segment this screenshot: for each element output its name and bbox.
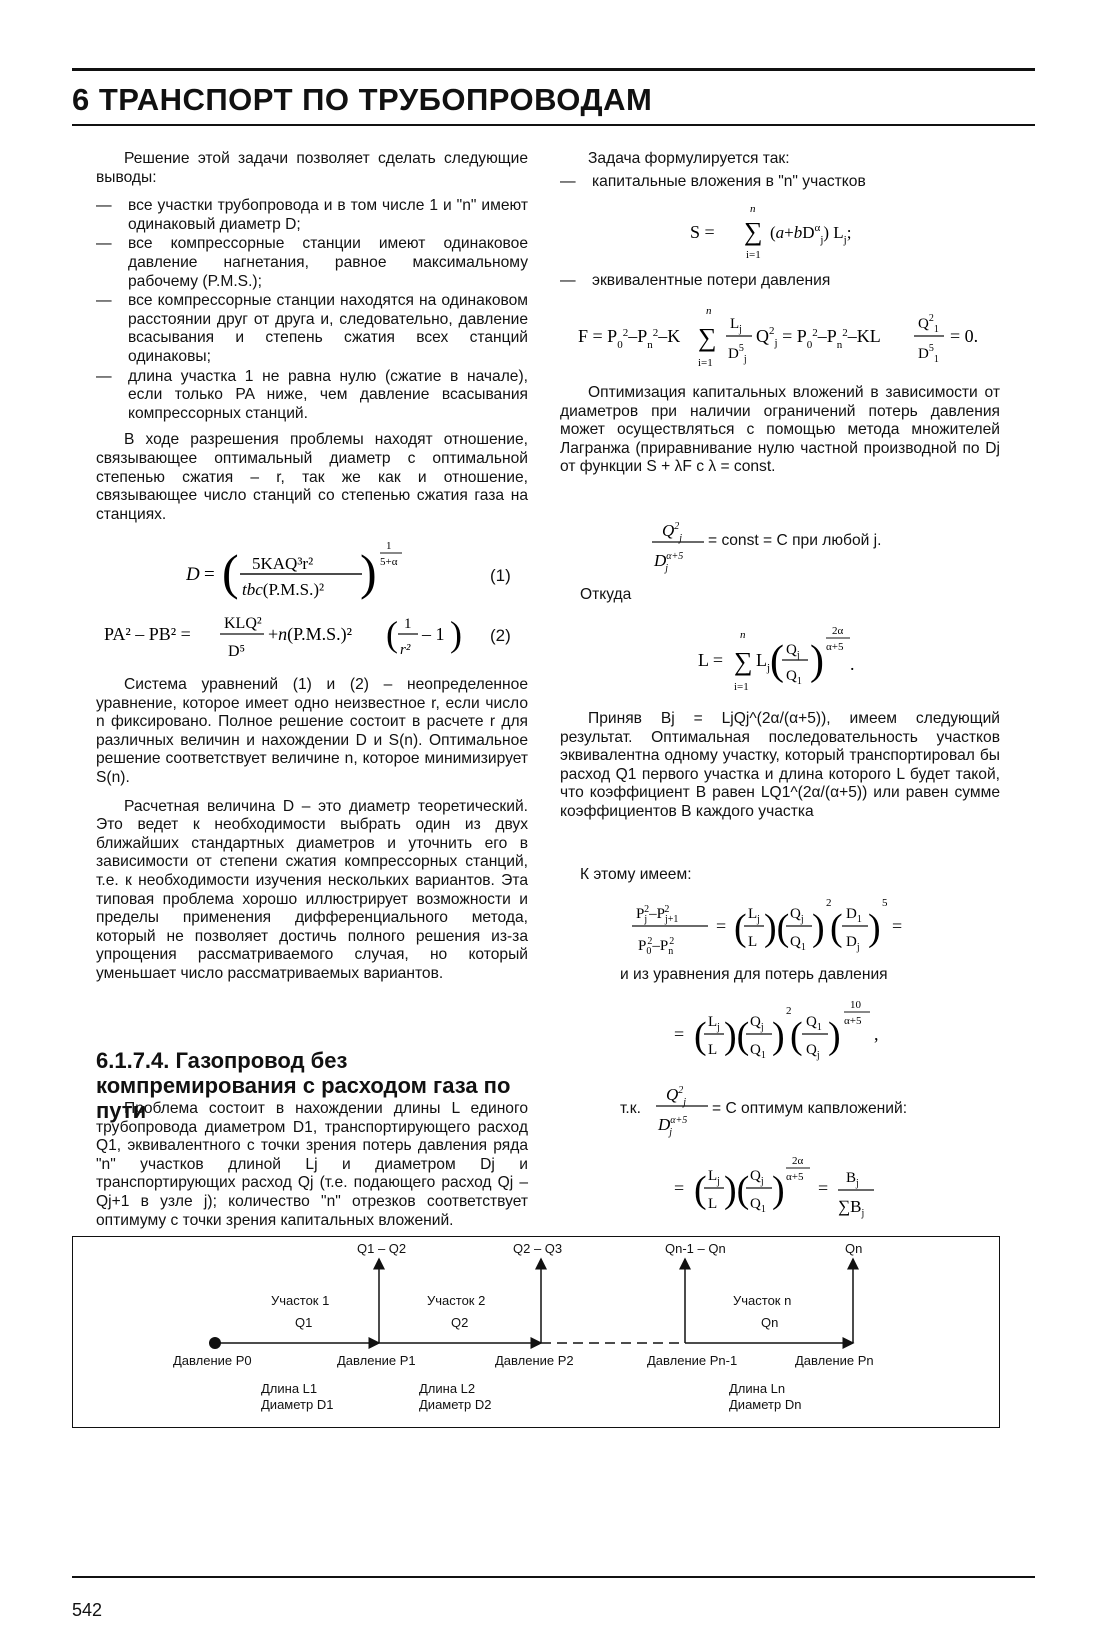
equation-final-graphic <box>674 1148 894 1224</box>
equation-pressure-loss-graphic <box>578 300 998 376</box>
task-statement: Задача формулируется так: <box>588 150 790 167</box>
svg-text:S =: S = <box>690 222 715 242</box>
svg-text:L: L <box>748 934 758 950</box>
equation-optimum <box>654 1076 714 1145</box>
svg-text:i=1: i=1 <box>698 357 713 369</box>
task-list-1 <box>560 173 1000 192</box>
svg-text:F = P02–Pn2–K: $F = P_0^2-P_n^2-K$ <box>578 326 681 351</box>
svg-text:=: = <box>892 916 903 936</box>
equation-ratio-2 <box>674 994 904 1075</box>
svg-text:Qj: $Q_j$ <box>790 906 804 925</box>
svg-text:Qj: $Q_j$ <box>806 1042 820 1061</box>
flow-label: Qn <box>845 1241 863 1256</box>
svg-text:PA² – PB² =: PA² – PB² = <box>104 624 191 644</box>
left-column-middle <box>96 676 528 994</box>
left-paragraph: В ходе разрешения проблемы находят отношение, связывающее оптимальный диаметр с оптимальной степенью сжатия – r, так же как и отношение, связывающее число станций со степенью сжатия газа на станциях. <box>96 431 528 523</box>
svg-text:n: n <box>706 305 712 317</box>
svg-text:2α: 2α <box>832 625 844 637</box>
list-item: — все компрессорные станции имеют одинаковое давление нагнетания, равное максимальному рабочему (P.M.S.); <box>96 235 528 291</box>
svg-text:(: ( <box>734 907 747 949</box>
right-column-para1 <box>560 384 1000 487</box>
svg-text:L: L <box>708 1196 718 1212</box>
right-paragraph: Оптимизация капитальных вложений в зависимости от диаметров при наличии ограничений потерь давления может осуществляться с помощью метода множителей Лагранжа (приравнивание нулю частной производной по Dj от функции S + λF с λ = const. <box>560 384 1000 476</box>
svg-text:i=1: i=1 <box>734 681 749 693</box>
svg-text:L: L <box>708 1042 718 1058</box>
svg-text:,: , <box>874 1024 879 1044</box>
equation-constant-fraction <box>650 512 710 576</box>
svg-text:2: 2 <box>786 1005 792 1017</box>
svg-text:Lj: $L_j$ <box>708 1014 720 1033</box>
left-paragraph: Расчетная величина D – это диаметр теоретический. Это ведет к необходимости выбрать один из двух ближайших стандартных диаметров и уточнить его в зависимости от степени сжатия компрессорных станций, т.е. к необходимости изучения нескольких вариантов. Эта типовая проблема хорошо иллюстрирует возможности и пределы применения дифференциального метода, который не позволяет достичь полного решения из-за упрощения рассматриваемого случая, но который уменьшает число рассматриваемых вариантов. <box>96 797 528 982</box>
flow-label: Qn-1 – Qn <box>665 1241 726 1256</box>
svg-text:– 1: – 1 <box>422 624 445 644</box>
svg-text:D51: $D^5_1$ <box>918 343 939 365</box>
svg-text:α+5: α+5 <box>786 1171 804 1183</box>
svg-text:Dα+5j: $D^{\alpha+5}$ j <box>654 551 684 574</box>
svg-text:α+5: α+5 <box>826 641 844 653</box>
equation-pressure-loss <box>578 300 998 381</box>
svg-text:): ) <box>450 614 462 654</box>
segment-dimensions: Длина L1 Диаметр D1 <box>261 1381 334 1412</box>
section-name: Участок 1 <box>271 1293 330 1308</box>
svg-text:5: 5 <box>882 897 888 909</box>
equation-constant-text: = const = C при любой j. <box>708 532 882 549</box>
svg-text:): ) <box>810 638 824 684</box>
header-rule <box>72 124 1035 126</box>
svg-text:Q2j: $Q^2_j$ <box>666 1085 687 1108</box>
svg-text:D⁵: D⁵ <box>228 643 246 660</box>
svg-text:D: D <box>186 564 200 585</box>
svg-text:Q2j = P02–Pn2–KL: $Q^2_j = P_0^2-P_n^2-KL$ <box>756 325 881 351</box>
svg-text:(: ( <box>694 1015 707 1057</box>
svg-text:n: n <box>740 629 746 641</box>
svg-text:Pj2–Pj+12: $P_j2-P_{j+1}2$ <box>636 904 679 925</box>
svg-text:): ) <box>360 544 377 600</box>
svg-text:): ) <box>772 1015 785 1057</box>
left-column-bottom <box>96 1100 528 1240</box>
svg-text:KLQ²: KLQ² <box>224 615 262 632</box>
svg-text:Q1: $Q_1$ <box>750 1196 766 1215</box>
svg-text:1: 1 <box>404 616 412 632</box>
svg-text:(a+bDαj) Lj;: $(a+bD^\alpha_j)$ $L_j$; <box>770 222 852 246</box>
equation-ratio-2-graphic <box>674 994 904 1070</box>
section-flow: Q1 <box>295 1315 313 1330</box>
svg-text:tbc(P.M.S.)²: tbc(P.M.S.)² <box>242 580 325 599</box>
pressure-label: Давление P0 <box>173 1353 252 1368</box>
pipeline-diagram <box>72 1236 1000 1428</box>
right-column-bullet2 <box>560 272 1000 299</box>
svg-text:10: 10 <box>850 999 861 1011</box>
svg-text:Q1: $Q_1$ <box>750 1042 766 1061</box>
equation-1-number: (1) <box>490 566 511 585</box>
equation-constant <box>650 512 710 581</box>
pressure-label: Давление Pn-1 <box>647 1353 738 1368</box>
svg-text:=: = <box>204 564 215 585</box>
pipeline-start-node <box>209 1337 221 1349</box>
svg-text:∑: ∑ <box>734 647 753 676</box>
svg-text:n: n <box>750 203 756 215</box>
footer-rule <box>72 1576 1035 1578</box>
svg-text:Q1: $Q_1$ <box>786 668 802 687</box>
svg-text:Dα+5j: $D^{\alpha+5}$ j <box>658 1115 688 1138</box>
equation-ratio <box>630 890 920 967</box>
svg-text:=: = <box>716 916 727 936</box>
svg-text:∑: ∑ <box>744 217 763 246</box>
otkuda-label: Откуда <box>580 586 632 603</box>
top-rule <box>72 68 1035 71</box>
right-column-para2 <box>560 710 1000 832</box>
equation-final <box>674 1148 894 1229</box>
svg-text:Bj: $B_j$ <box>846 1170 859 1189</box>
left-column-top <box>96 150 528 534</box>
svg-text:(: ( <box>830 907 843 949</box>
svg-text:2: 2 <box>826 897 832 909</box>
svg-text:Q21: $Q^2_1$ <box>918 313 939 335</box>
svg-text:1: 1 <box>386 540 392 552</box>
equation-length-graphic <box>698 622 878 698</box>
svg-text:5+α: 5+α <box>380 556 398 568</box>
svg-text:(: ( <box>222 544 239 600</box>
pressure-label: Давление Pn <box>795 1353 874 1368</box>
svg-text:=: = <box>674 1178 685 1198</box>
svg-text:Q1: $Q_1$ <box>790 934 806 953</box>
svg-text:): ) <box>828 1015 841 1057</box>
svg-text:): ) <box>868 907 881 949</box>
svg-text:P02–Pn2: $P_02-P_n2$ <box>638 936 675 957</box>
svg-text:α+5: α+5 <box>844 1015 862 1027</box>
svg-text:=: = <box>818 1178 829 1198</box>
svg-text:2α: 2α <box>792 1155 804 1167</box>
section-flow: Q2 <box>451 1315 469 1330</box>
equation-optimum-fraction <box>654 1076 714 1140</box>
equation-ratio-graphic <box>630 890 920 962</box>
equation-2-number: (2) <box>490 626 511 645</box>
pressure-label: Давление P2 <box>495 1353 574 1368</box>
flow-label: Q2 – Q3 <box>513 1241 563 1256</box>
svg-text:Lj: $L_j$ <box>748 906 760 925</box>
svg-text:)(: )( <box>724 1169 750 1211</box>
section-flow: Qn <box>761 1315 779 1330</box>
flow-label: Q1 – Q2 <box>357 1241 407 1256</box>
list-item: — эквивалентные потери давления <box>560 272 1000 291</box>
equation-2-graphic <box>104 606 474 670</box>
svg-text:∑Bj: $\sum B_j$ <box>838 1197 865 1219</box>
list-item: — капитальные вложения в "n" участков <box>560 173 1000 192</box>
svg-text:i=1: i=1 <box>746 249 761 261</box>
iz-uravneniya-label: и из уравнения для потерь давления <box>620 966 888 983</box>
chapter-title: 6 ТРАНСПОРТ ПО ТРУБОПРОВОДАМ <box>72 82 653 117</box>
svg-text:D1: $D_1$ <box>846 906 862 925</box>
tk-label: т.к. <box>620 1100 641 1117</box>
equation-investment-graphic <box>690 200 890 264</box>
segment-dimensions: Длина Ln Диаметр Dn <box>729 1381 802 1412</box>
equation-1 <box>186 537 426 614</box>
svg-text:Q2j: $Q^2_j$ <box>662 521 683 544</box>
svg-text:Dj: $D_j$ <box>846 934 860 953</box>
equation-length <box>698 622 878 703</box>
svg-text:Q1: $Q_1$ <box>806 1014 822 1033</box>
equation-investment <box>690 200 890 269</box>
segment-dimensions: Длина L2 Диаметр D2 <box>419 1381 492 1412</box>
svg-text:(: ( <box>694 1169 707 1211</box>
svg-text:Qj: $Q_j$ <box>786 642 800 661</box>
svg-text:+n(P.M.S.)²: +n(P.M.S.)² <box>268 624 353 644</box>
svg-text:D5j: $D^5_j$ <box>728 343 747 365</box>
svg-text:Qj: $Q_j$ <box>750 1014 764 1033</box>
svg-text:)(: )( <box>724 1015 750 1057</box>
svg-text:5KAQ³r²: 5KAQ³r² <box>252 554 314 573</box>
svg-text:Lj: $L_j$ <box>708 1168 720 1187</box>
svg-text:): ) <box>812 907 825 949</box>
svg-text:)(: )( <box>764 907 790 949</box>
section-heading: 6.1.7.4. Газопровод без компремирования с расходом газа по пути <box>96 1048 511 1123</box>
optimum-text: = C оптимум капвложений: <box>712 1100 908 1117</box>
svg-text:): ) <box>772 1169 785 1211</box>
conclusions-list <box>96 197 528 423</box>
svg-text:(: ( <box>386 614 398 654</box>
svg-text:Qj: $Q_j$ <box>750 1168 764 1187</box>
svg-text:∑: ∑ <box>698 323 717 352</box>
right-paragraph: Приняв Bj = LjQj^(2α/(α+5)), имеем следующий результат. Оптимальная последовательность участков эквивалентна одному участку, который транспортировал бы расход Q1 первого участка и длина которого L будет такой, что коэффициент B равен LQ1^(2α/(α+5)) или равен сумме коэффициентов B каждого участка <box>560 710 1000 820</box>
equation-2 <box>104 606 474 675</box>
page-number: 542 <box>72 1600 103 1620</box>
list-item: — все участки трубопровода и в том числе 1 и "n" имеют одинаковый диаметр D; <box>96 197 528 234</box>
svg-text:r²: r² <box>400 642 411 658</box>
left-paragraph: Система уравнений (1) и (2) – неопределенное уравнение, которое имеет одно неизвестное r, если число n фиксировано. Полное решение состоит в расчете r для различных величин и нахождении D и S(n). Оптимальное решение соответствует величине n, которое минимизирует S(n). <box>96 676 528 786</box>
svg-text:Lj: $L_j$ <box>730 316 742 335</box>
list-item: — все компрессорные станции находятся на одинаковом расстоянии друг от друга и, следовательно, давление всасывания и степень сжатия всех станций одинаковы; <box>96 292 528 366</box>
k-etomu-label: К этому имеем: <box>580 866 692 883</box>
task-list-2 <box>560 272 1000 291</box>
svg-text:(: ( <box>770 638 784 684</box>
list-item: — длина участка 1 не равна нулю (сжатие в начале), если только PA ниже, чем давление всасывания компрессорных станций. <box>96 368 528 424</box>
svg-text:= 0.: = 0. <box>950 326 979 346</box>
left-paragraph: Проблема состоит в нахождении длины L единого трубопровода диаметром D1, транспортирующего расход Q1, эквивалентного с точки зрения потерь давления ряда "n" участков длиной Lj и диаметром Dj и транспортирующих расход Qj (т.е. подающего расход Qj – Qj+1 в узле j); количество "n" отрезков соответствует оптимуму с точки зрения капитальных вложений. <box>96 1100 528 1229</box>
pressure-label: Давление P1 <box>337 1353 416 1368</box>
svg-text:.: . <box>850 654 855 674</box>
svg-text:L =: L = <box>698 650 723 670</box>
section-name: Участок n <box>733 1293 792 1308</box>
left-intro: Решение этой задачи позволяет сделать следующие выводы: <box>96 150 528 186</box>
pipeline-diagram-graphic <box>73 1237 1001 1429</box>
svg-text:=: = <box>674 1024 685 1044</box>
equation-1-graphic <box>186 537 426 609</box>
section-name: Участок 2 <box>427 1293 486 1308</box>
svg-text:(: ( <box>790 1015 803 1057</box>
svg-text:Lj: $L_j$ <box>756 650 771 674</box>
right-column-top <box>560 150 1000 199</box>
